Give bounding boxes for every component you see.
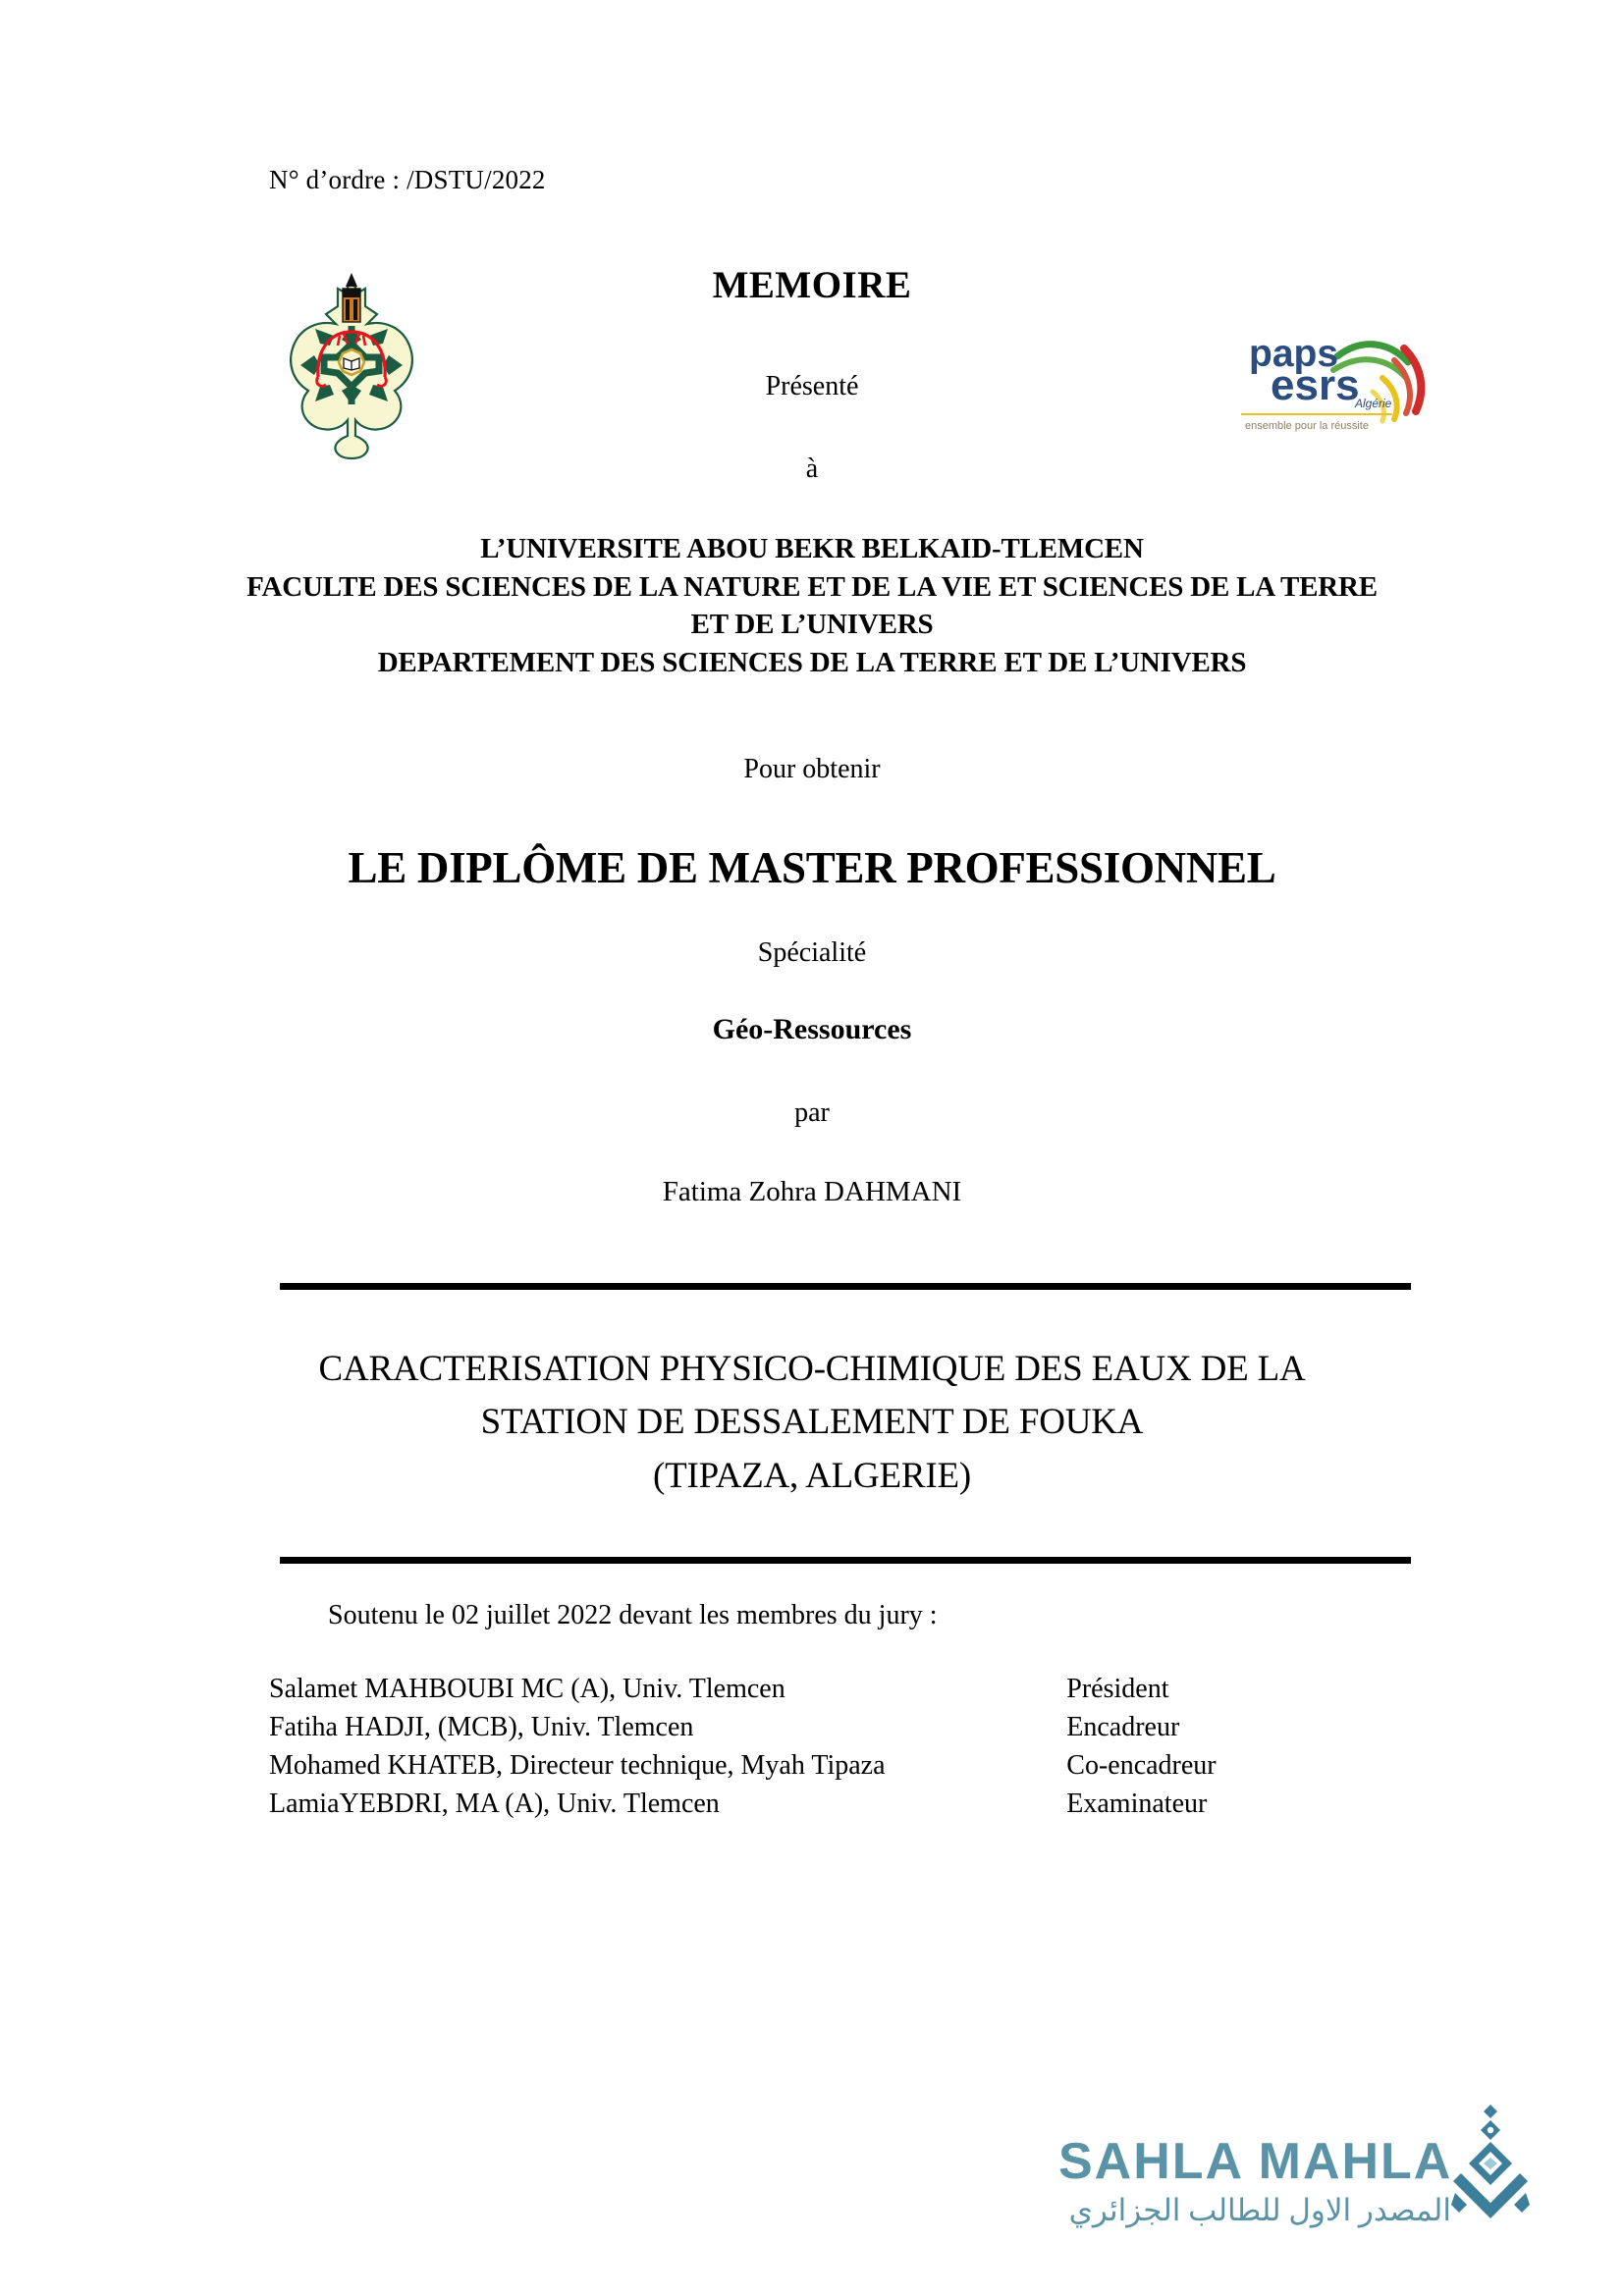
author-name: Fatima Zohra DAHMANI — [662, 1176, 962, 1207]
institution-line-3: ET DE L’UNIVERS — [690, 609, 934, 641]
jury-table — [269, 1674, 1251, 1827]
jury-role: Co-encadreur — [1066, 1750, 1217, 1781]
order-number: N° d’ordre : /DSTU/2022 — [269, 165, 546, 194]
jury-member: Fatiha HADJI, (MCB), Univ. Tlemcen — [269, 1712, 694, 1742]
jury-role: Président — [1066, 1674, 1169, 1704]
divider-top — [280, 1283, 1411, 1290]
svg-text:Algérie: Algérie — [1355, 397, 1392, 410]
document-heading: MEMOIRE — [712, 264, 912, 306]
watermark-wordmark: SAHLA MAHLA — [1058, 2133, 1453, 2190]
defense-line: Soutenu le 02 juillet 2022 devant les membres du jury : — [328, 1600, 938, 1630]
presented-label: Présenté — [765, 371, 859, 401]
institution-line-4: DEPARTEMENT DES SCIENCES DE LA TERRE ET DE L’UNIVERS — [377, 646, 1247, 678]
by-label: par — [794, 1097, 830, 1128]
svg-text:paps: paps — [1249, 333, 1339, 375]
jury-member: Mohamed KHATEB, Directeur technique, Myah Tipaza — [269, 1750, 886, 1781]
table-row — [269, 1750, 1251, 1789]
thesis-title-line-1: CARACTERISATION PHYSICO-CHIMIQUE DES EAUX DE LA — [318, 1349, 1306, 1389]
svg-text:esrs: esrs — [1271, 361, 1360, 409]
jury-role: Examinateur — [1066, 1789, 1208, 1819]
sahla-mahla-watermark — [1058, 2103, 1530, 2250]
thesis-title-line-3: (TIPAZA, ALGERIE) — [652, 1455, 972, 1496]
table-row — [269, 1712, 1251, 1750]
to-label: à — [805, 454, 819, 484]
thesis-title-line-2: STATION DE DESSALEMENT DE FOUKA — [480, 1402, 1144, 1443]
jury-member: LamiaYEBDRI, MA (A), Univ. Tlemcen — [269, 1789, 720, 1819]
watermark-arabic-tagline: المصدر الاول للطالب الجزائري — [1068, 2193, 1451, 2227]
divider-bottom — [280, 1557, 1411, 1564]
degree-title: LE DIPLÔME DE MASTER PROFESSIONNEL — [348, 843, 1276, 892]
specialty-value: Géo-Ressources — [712, 1013, 912, 1045]
table-row — [269, 1789, 1251, 1827]
specialty-label: Spécialité — [757, 937, 867, 968]
institution-block — [0, 530, 1624, 681]
thesis-title — [0, 1343, 1624, 1503]
jury-role: Encadreur — [1066, 1712, 1180, 1742]
institution-line-2: FACULTE DES SCIENCES DE LA NATURE ET DE LA VIE ET SCIENCES DE LA TERRE — [246, 570, 1378, 603]
sahla-mahla-emblem-icon — [1451, 2103, 1530, 2228]
jury-member: Salamet MAHBOUBI MC (A), Univ. Tlemcen — [269, 1674, 785, 1704]
svg-text:ensemble pour la réussite: ensemble pour la réussite — [1245, 420, 1369, 432]
institution-line-1: L’UNIVERSITE ABOU BEKR BELKAID-TLEMCEN — [480, 533, 1144, 564]
table-row — [269, 1674, 1251, 1712]
purpose-label: Pour obtenir — [743, 754, 881, 784]
